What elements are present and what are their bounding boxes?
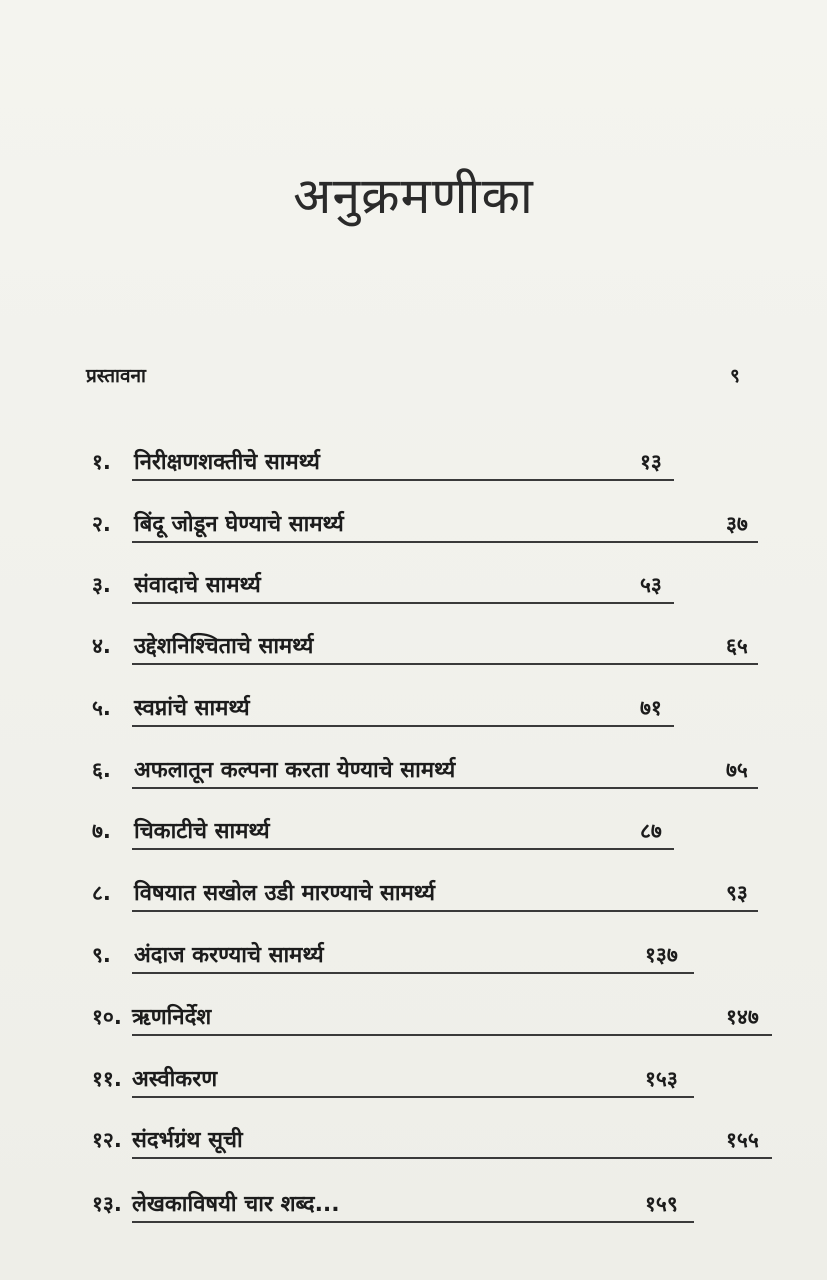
entry-underline bbox=[132, 541, 758, 543]
entry-title: संवादाचे सामर्थ्य bbox=[134, 573, 261, 598]
entry-title: लेखकाविषयी चार शब्द... bbox=[132, 1192, 340, 1217]
entry-underline bbox=[132, 1096, 694, 1098]
entry-underline bbox=[132, 663, 758, 665]
entry-page-number: १५३ bbox=[645, 1067, 678, 1091]
entry-number: ७. bbox=[92, 819, 111, 843]
toc-entry-3[interactable] bbox=[92, 569, 682, 605]
toc-entry-5[interactable] bbox=[92, 692, 682, 728]
entry-underline bbox=[132, 602, 674, 604]
entry-underline bbox=[132, 479, 674, 481]
toc-entry-6[interactable] bbox=[92, 754, 772, 790]
preface-page-number: ९ bbox=[730, 365, 740, 387]
entry-number: ४. bbox=[92, 634, 111, 658]
entry-number: ९. bbox=[92, 943, 111, 967]
entry-title: चिकाटीचे सामर्थ्य bbox=[134, 819, 270, 844]
entry-number: ११. bbox=[92, 1067, 122, 1091]
entry-number: २. bbox=[92, 512, 111, 536]
entry-number: ८. bbox=[92, 881, 111, 905]
entry-number: १२. bbox=[92, 1128, 122, 1152]
toc-entry-8[interactable] bbox=[92, 877, 772, 913]
entry-underline bbox=[132, 787, 758, 789]
toc-preface-row[interactable] bbox=[86, 362, 766, 392]
toc-entry-12[interactable] bbox=[92, 1124, 782, 1160]
entry-page-number: १४७ bbox=[726, 1005, 759, 1029]
entry-title: विषयात सखोल उडी मारण्याचे सामर्थ्य bbox=[134, 881, 435, 906]
toc-entry-9[interactable] bbox=[92, 939, 702, 975]
entry-page-number: ३७ bbox=[726, 512, 748, 536]
entry-underline bbox=[132, 910, 758, 912]
toc-entry-11[interactable] bbox=[92, 1063, 702, 1099]
preface-label: प्रस्तावना bbox=[86, 365, 146, 387]
page-title: अनुक्रमणीका bbox=[293, 167, 534, 225]
entry-title: उद्देशनिश्चिताचे सामर्थ्य bbox=[134, 634, 314, 659]
entry-page-number: १५५ bbox=[726, 1128, 759, 1152]
toc-entry-7[interactable] bbox=[92, 815, 682, 851]
toc-entry-13[interactable] bbox=[92, 1188, 702, 1224]
entry-number: १३. bbox=[92, 1192, 122, 1216]
entry-underline bbox=[132, 972, 694, 974]
entry-underline bbox=[132, 1034, 772, 1036]
entry-title: संदर्भग्रंथ सूची bbox=[132, 1128, 243, 1153]
entry-underline bbox=[132, 1157, 772, 1159]
entry-page-number: ७५ bbox=[726, 758, 748, 782]
entry-page-number: ९३ bbox=[726, 881, 748, 905]
toc-entry-10[interactable] bbox=[92, 1001, 782, 1037]
entry-underline bbox=[132, 848, 674, 850]
entry-page-number: १३ bbox=[640, 450, 662, 474]
entry-underline bbox=[132, 1221, 694, 1223]
entry-title: अफलातून कल्पना करता येण्याचे सामर्थ्य bbox=[134, 758, 456, 783]
entry-title: निरीक्षणशक्तीचे सामर्थ्य bbox=[134, 450, 320, 475]
entry-page-number: ८७ bbox=[640, 819, 662, 843]
entry-title: बिंदू जोडून घेण्याचे सामर्थ्य bbox=[134, 512, 344, 537]
entry-title: अंदाज करण्याचे सामर्थ्य bbox=[134, 943, 324, 968]
entry-page-number: ७१ bbox=[640, 696, 662, 720]
entry-number: १०. bbox=[92, 1005, 122, 1029]
entry-page-number: १३७ bbox=[645, 943, 678, 967]
toc-entry-1[interactable] bbox=[92, 446, 682, 482]
entry-page-number: १५९ bbox=[645, 1192, 678, 1216]
entry-number: ३. bbox=[92, 573, 111, 597]
entry-number: १. bbox=[92, 450, 111, 474]
entry-number: ६. bbox=[92, 758, 111, 782]
entry-page-number: ६५ bbox=[726, 634, 748, 658]
entry-page-number: ५३ bbox=[640, 573, 662, 597]
entry-number: ५. bbox=[92, 696, 111, 720]
toc-entry-2[interactable] bbox=[92, 508, 772, 544]
entry-title: स्वप्नांचे सामर्थ्य bbox=[134, 696, 250, 721]
toc-entry-4[interactable] bbox=[92, 630, 772, 666]
entry-title: ऋणनिर्देश bbox=[132, 1005, 212, 1030]
entry-title: अस्वीकरण bbox=[132, 1067, 218, 1092]
entry-underline bbox=[132, 725, 674, 727]
